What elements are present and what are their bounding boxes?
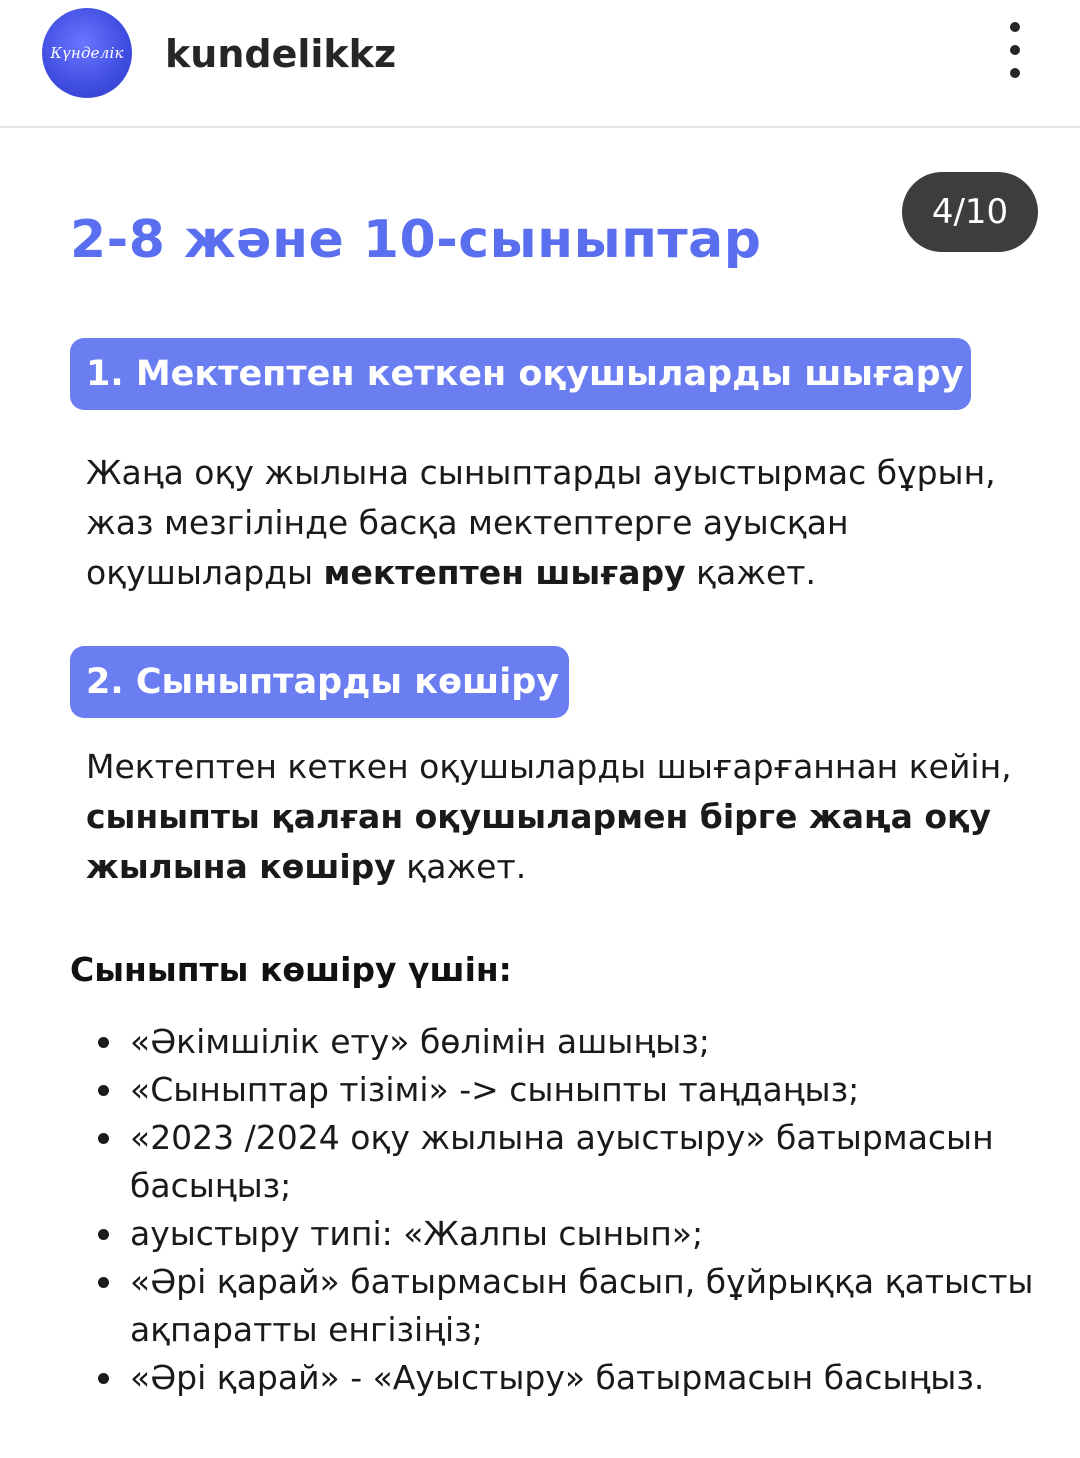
post-header xyxy=(0,0,1080,128)
list-item-text: «Әкімшілік ету» бөлімін ашыңыз; xyxy=(130,1022,710,1061)
more-dot xyxy=(1010,45,1020,55)
bullet-icon xyxy=(98,1085,109,1096)
bullet-icon xyxy=(98,1373,109,1384)
section-1-text-start: Жаңа оқу жылына сыныптарды ауыстырмас бұрын, жаз мезгілінде басқа мектептерге ауысқан оқушыларды xyxy=(86,453,996,592)
list-item-text: «Сыныптар тізімі» -> сыныпты таңдаңыз; xyxy=(130,1070,860,1109)
steps-list xyxy=(98,1018,1038,1402)
bullet-icon xyxy=(98,1229,109,1240)
list-item-text: «Әрі қарай» - «Ауыстыру» батырмасын басыңыз. xyxy=(130,1358,985,1397)
list-item xyxy=(98,1114,1038,1210)
list-item xyxy=(98,1066,1038,1114)
bullet-icon xyxy=(98,1037,109,1048)
bullet-icon xyxy=(98,1133,109,1144)
section-1-text xyxy=(86,448,1046,598)
avatar[interactable] xyxy=(42,8,132,98)
avatar-logo-text: Күнделік xyxy=(50,44,124,62)
more-dot xyxy=(1010,22,1020,32)
section-2-text-start: Мектептен кеткен оқушыларды шығарғаннан кейін, xyxy=(86,747,1012,786)
list-item xyxy=(98,1354,1038,1402)
section-2-label: 2. Сыныптарды көшіру xyxy=(70,646,569,718)
more-dot xyxy=(1010,68,1020,78)
list-item xyxy=(98,1258,1038,1354)
list-item xyxy=(98,1210,1038,1258)
section-2-text xyxy=(86,742,1046,892)
section-2-text-bold: сыныпты қалған оқушылармен бірге жаңа оқу жылына көшіру xyxy=(86,797,991,886)
list-item-text: ауыстыру типі: «Жалпы сынып»; xyxy=(130,1214,704,1253)
section-1-text-bold: мектептен шығару xyxy=(323,553,686,592)
section-2-text-end: қажет. xyxy=(395,847,527,886)
bullet-icon xyxy=(98,1277,109,1288)
username[interactable]: kundelikkz xyxy=(165,32,397,76)
steps-heading: Сыныпты көшіру үшін: xyxy=(70,950,512,989)
more-options-icon[interactable] xyxy=(998,22,1032,78)
list-item-text: «2023 /2024 оқу жылына ауыстыру» батырмасын басыңыз; xyxy=(130,1118,994,1205)
list-item-text: «Әрі қарай» батырмасын басып, бұйрыққа қатысты ақпаратты енгізіңіз; xyxy=(130,1262,1034,1349)
page-indicator-badge: 4/10 xyxy=(902,172,1038,252)
slide-title: 2-8 және 10-сыныптар xyxy=(70,210,762,270)
list-item xyxy=(98,1018,1038,1066)
section-1-text-end: қажет. xyxy=(685,553,816,592)
section-1-label: 1. Мектептен кеткен оқушыларды шығару xyxy=(70,338,971,410)
